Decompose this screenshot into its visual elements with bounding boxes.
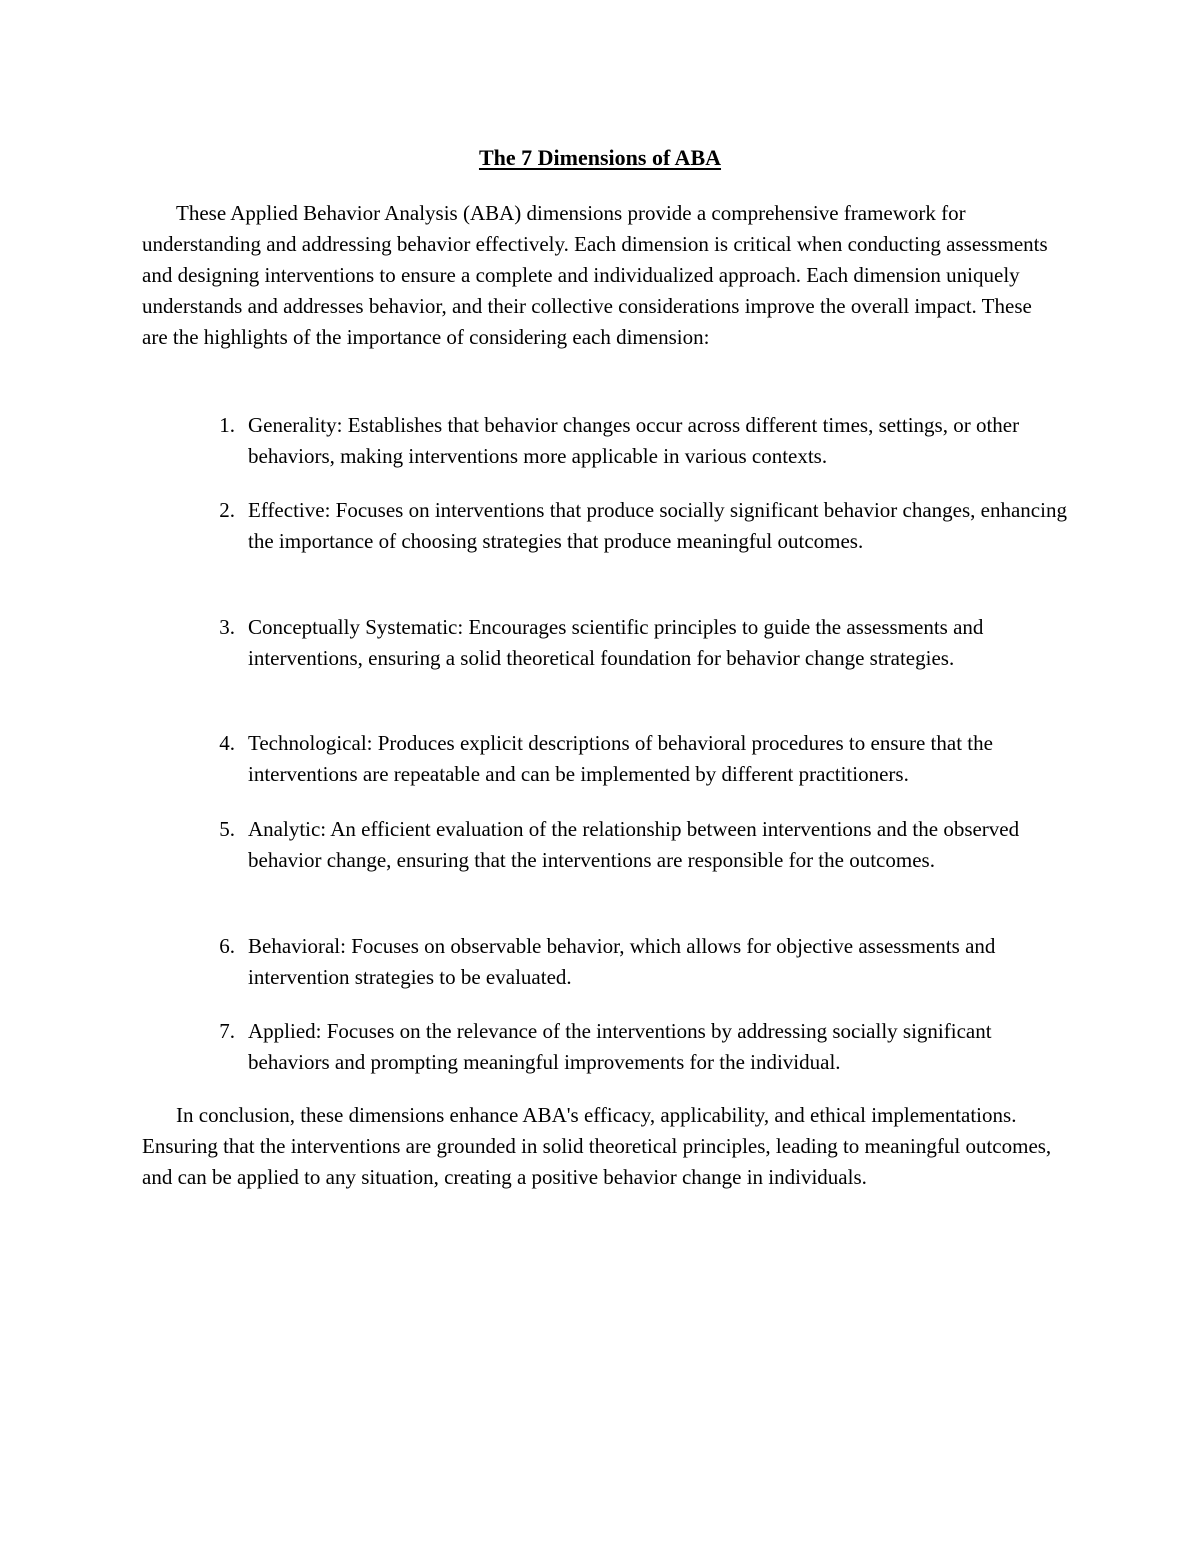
list-item-number: 1. bbox=[219, 413, 235, 437]
intro-paragraph: These Applied Behavior Analysis (ABA) dimensions provide a comprehensive framework for understanding and addressing behavior effectively. Each dimension is critical when conducting assessments and designing interventions to ensure a complete and individualized approach. Each dimension uniquely understands and addresses behavior, and their collective considerations improve the overall impact. These are the highlights of the importance of considering each dimension: bbox=[142, 201, 1048, 349]
conclusion-paragraph: In conclusion, these dimensions enhance ABA's efficacy, applicability, and ethical implementations. Ensuring that the interventions are grounded in solid theoretical principles, leading to meaningful outcomes, and can be applied to any situation, creating a positive behavior change in individuals. bbox=[142, 1103, 1052, 1189]
list-item-number: 2. bbox=[219, 498, 235, 522]
list-item-number: 7. bbox=[219, 1019, 235, 1043]
list-item-text: Technological: Produces explicit descriptions of behavioral procedures to ensure that the interventions are repeatable and can be implemented by different practitioners. bbox=[248, 731, 993, 786]
list-item-text: Analytic: An efficient evaluation of the relationship between interventions and the observed behavior change, ensuring that the interventions are responsible for the outcomes. bbox=[248, 817, 1020, 872]
list-item-text: Applied: Focuses on the relevance of the interventions by addressing socially significant behaviors and prompting meaningful improvements for the individual. bbox=[248, 1019, 992, 1074]
list-item-number: 4. bbox=[219, 731, 235, 755]
list-item-number: 3. bbox=[219, 615, 235, 639]
list-item-text: Behavioral: Focuses on observable behavior, which allows for objective assessments and intervention strategies to be evaluated. bbox=[248, 934, 996, 989]
list-item-text: Effective: Focuses on interventions that produce socially significant behavior changes, enhancing the importance of choosing strategies that produce meaningful outcomes. bbox=[248, 498, 1067, 553]
list-item-text: Generality: Establishes that behavior changes occur across different times, settings, or other behaviors, making interventions more applicable in various contexts. bbox=[248, 413, 1020, 468]
list-item-text: Conceptually Systematic: Encourages scientific principles to guide the assessments and interventions, ensuring a solid theoretical foundation for behavior change strategies. bbox=[248, 615, 984, 670]
list-item-number: 5. bbox=[219, 817, 235, 841]
list-item-number: 6. bbox=[219, 934, 235, 958]
document-title: The 7 Dimensions of ABA bbox=[478, 145, 722, 170]
